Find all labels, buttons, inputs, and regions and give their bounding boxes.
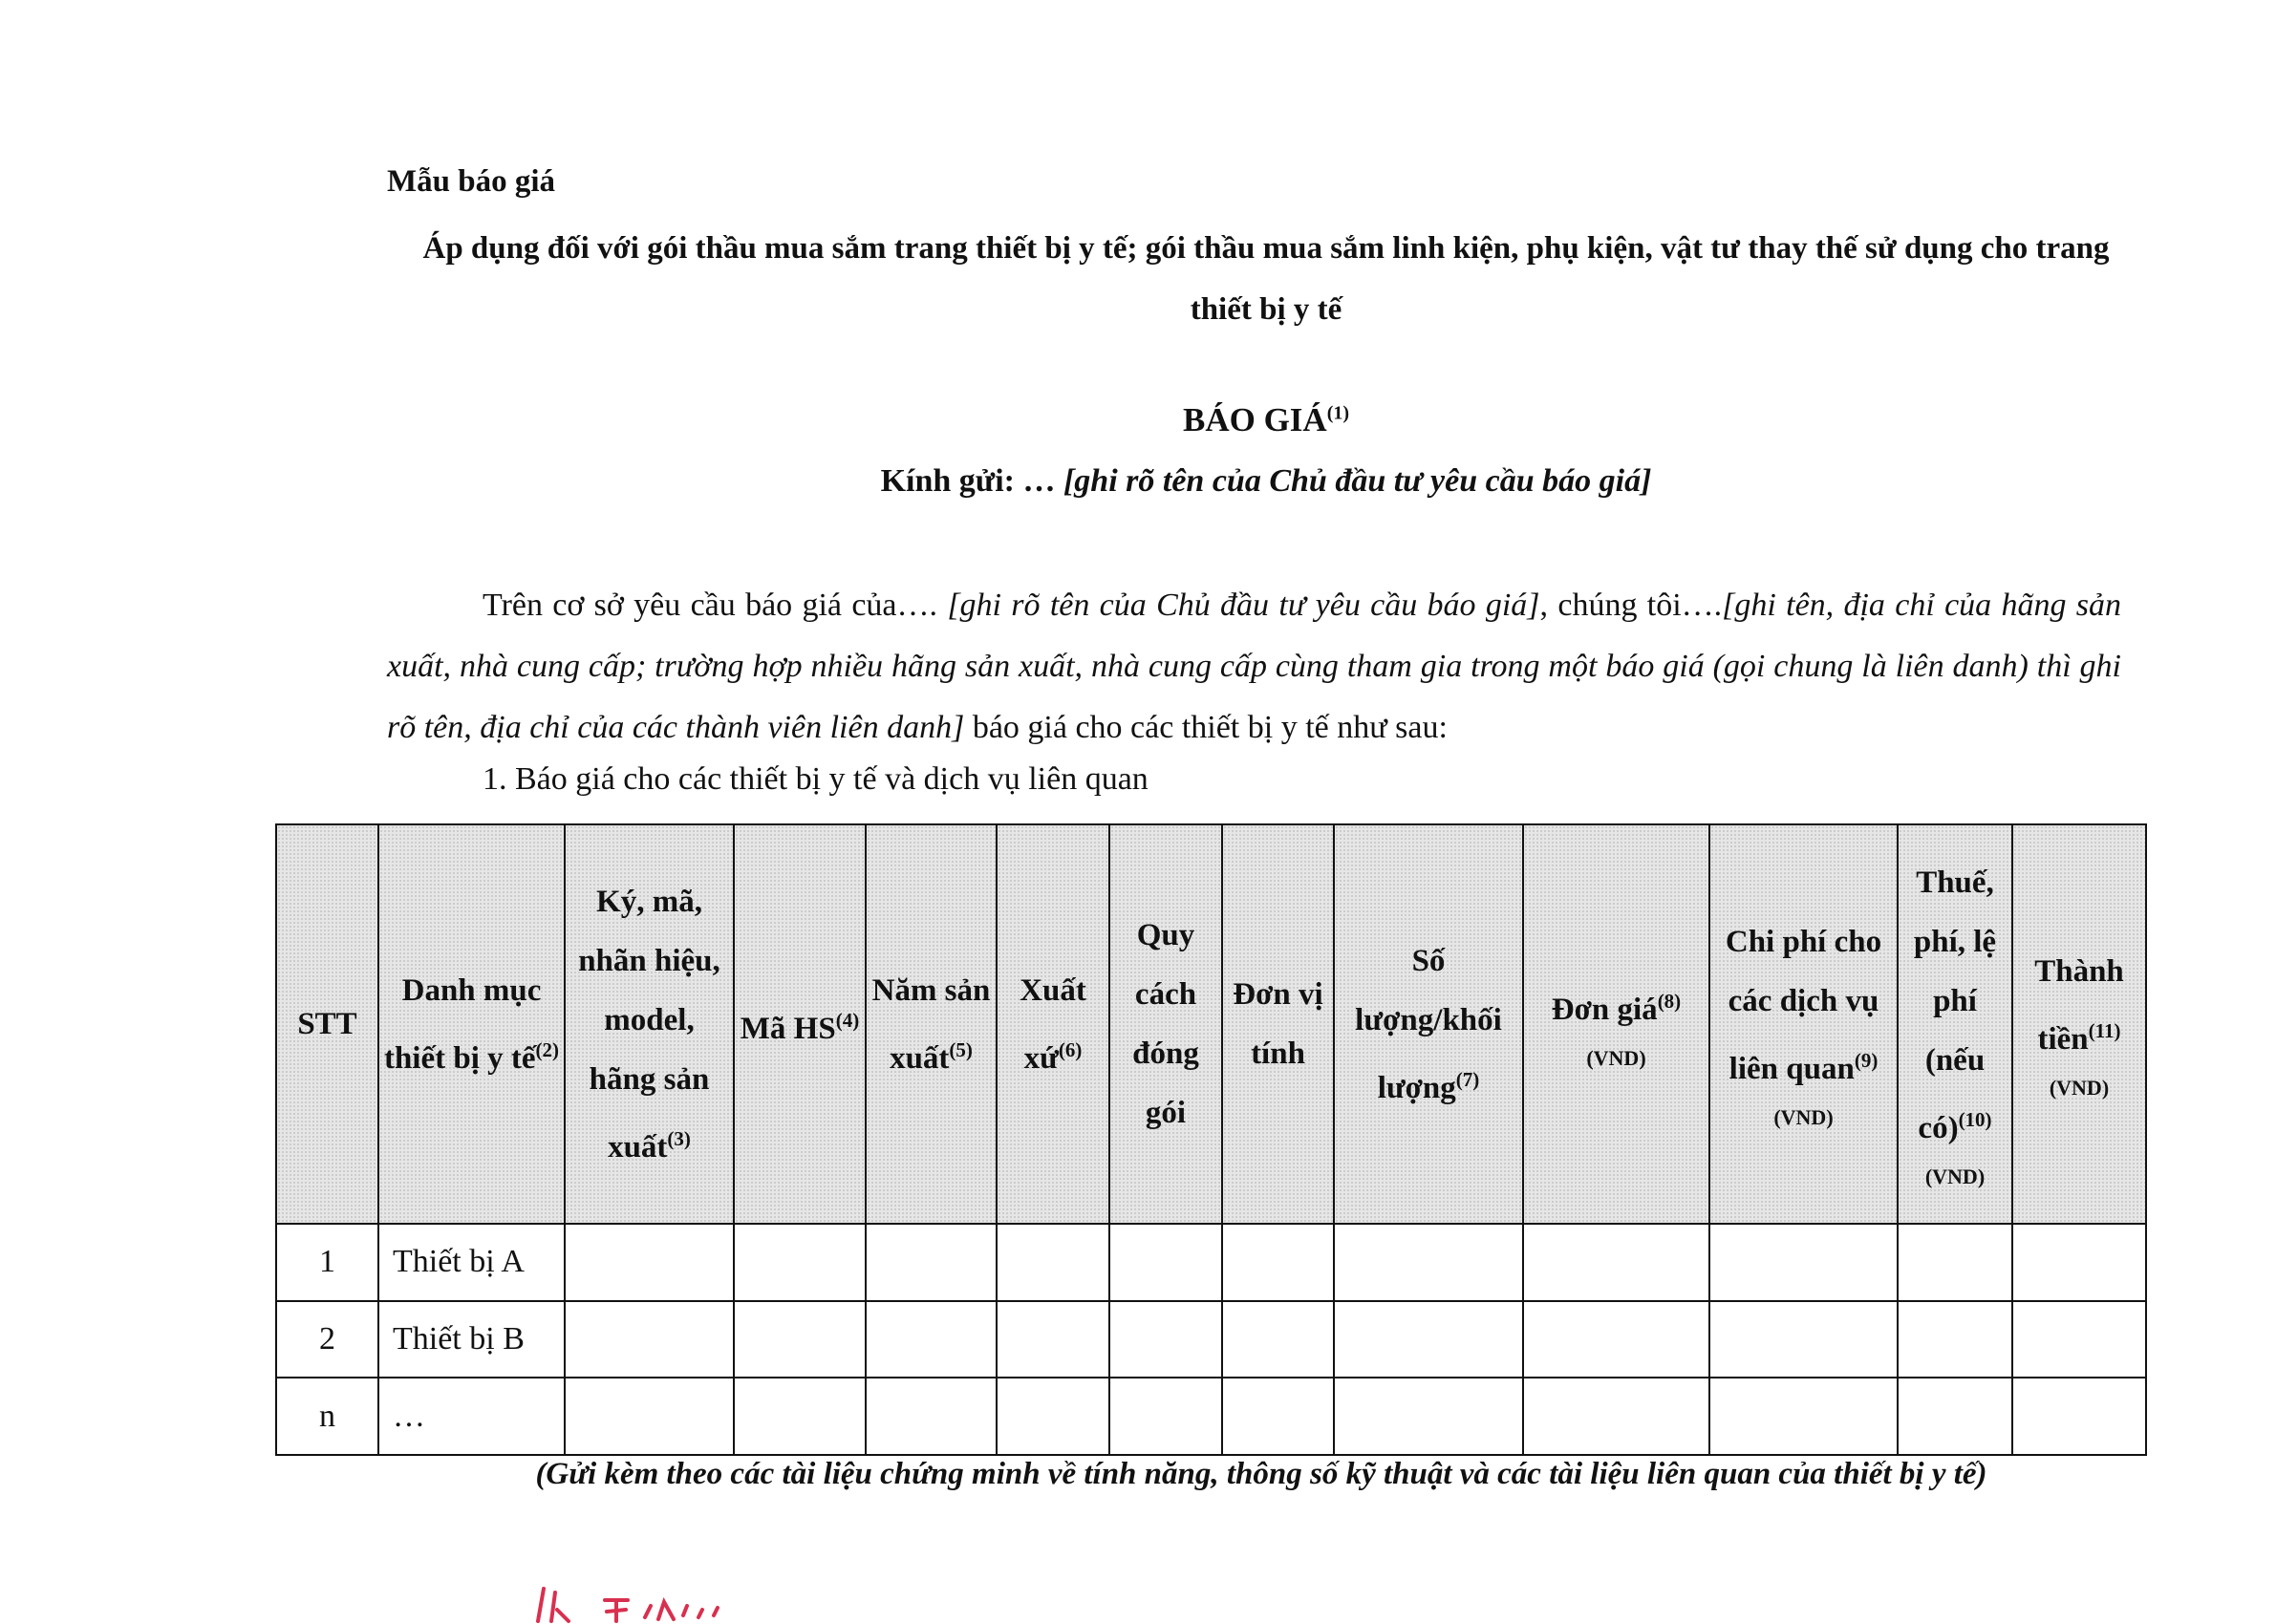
table-row — [276, 1224, 2146, 1301]
cell-stt: n — [276, 1378, 378, 1455]
intro-placeholder-supplier: [ghi tên, địa chỉ của hãng sản xuất, nhà cung cấp; trường hợp nhiều hãng sản xuất, nhà cung cấp cùng tham gia trong một báo giá (gọi chung là liên danh) thì ghi rõ tên, địa chỉ của các thành viên liên danh] — [387, 588, 2122, 745]
cell-empty — [1709, 1378, 1898, 1455]
cell-empty — [1898, 1301, 2012, 1378]
cell-empty — [1709, 1224, 1898, 1301]
cell-empty — [1709, 1301, 1898, 1378]
intro-text-1: Trên cơ sở yêu cầu báo giá của…. — [483, 588, 948, 623]
header-unit-price: Đơn giá$^{(8)}$ (VND) — [1523, 824, 1709, 1224]
header-tax: Thuế, phí, lệ phí (nếu có)$^{(10)}$ (VND) — [1898, 824, 2012, 1224]
header-origin: Xuất xứ$^{(6)}$ — [997, 824, 1109, 1224]
cell-empty — [2012, 1378, 2146, 1455]
table-row — [276, 1378, 2146, 1455]
cell-empty — [1334, 1301, 1523, 1378]
header-service-cost: Chi phí cho các dịch vụ liên quan$^{(9)}$ (VND) — [1709, 824, 1898, 1224]
attachment-note: (Gửi kèm theo các tài liệu chứng minh về tính năng, thông số kỹ thuật và các tài liệu liên quan của thiết bị y tế) — [535, 1457, 1987, 1491]
cell-item-name: Thiết bị A — [378, 1224, 565, 1301]
cell-empty — [1109, 1378, 1222, 1455]
signature-stamp-fragment — [530, 1581, 817, 1624]
cell-empty — [1334, 1224, 1523, 1301]
header-stt: STT — [276, 824, 378, 1224]
cell-empty — [1109, 1301, 1222, 1378]
recipient-placeholder: [ghi rõ tên của Chủ đầu tư yêu cầu báo giá] — [1055, 463, 1652, 499]
form-label: Mẫu báo giá — [387, 164, 556, 199]
intro-placeholder-investor: [ghi rõ tên của Chủ đầu tư yêu cầu báo giá] — [947, 588, 1540, 623]
cell-stt: 1 — [276, 1224, 378, 1301]
header-unit: Đơn vị tính — [1222, 824, 1334, 1224]
cell-empty — [565, 1224, 734, 1301]
quotation-table — [275, 823, 2147, 1456]
recipient-line — [0, 463, 2276, 500]
intro-paragraph — [387, 575, 2121, 759]
section-heading: 1. Báo giá cho các thiết bị y tế và dịch vụ liên quan — [483, 761, 1149, 797]
header-total: Thành tiền$^{(11)}$ (VND) — [2012, 824, 2146, 1224]
cell-stt: 2 — [276, 1301, 378, 1378]
header-category: Danh mục thiết bị y tế$^{(2)}$ — [378, 824, 565, 1224]
title-footnote-ref: (1) — [1326, 402, 1350, 424]
recipient-label: Kính gửi: … — [880, 463, 1056, 499]
cell-empty — [1898, 1378, 2012, 1455]
cell-empty — [1898, 1224, 2012, 1301]
table-header-row — [276, 824, 2146, 1224]
cell-empty — [997, 1224, 1109, 1301]
cell-empty — [565, 1378, 734, 1455]
header-year: Năm sản xuất$^{(5)}$ — [866, 824, 997, 1224]
cell-empty — [1222, 1224, 1334, 1301]
header-hs-code: Mã HS$^{(4)}$ — [734, 824, 866, 1224]
cell-empty — [1334, 1378, 1523, 1455]
cell-empty — [2012, 1301, 2146, 1378]
cell-empty — [1523, 1378, 1709, 1455]
cell-empty — [2012, 1224, 2146, 1301]
cell-empty — [734, 1378, 866, 1455]
cell-empty — [1109, 1224, 1222, 1301]
table-row — [276, 1301, 2146, 1378]
document-subtitle: Áp dụng đối với gói thầu mua sắm trang thiết bị y tế; gói thầu mua sắm linh kiện, phụ kiện, vật tư thay thế sử dụng cho trang thiết bị y tế — [422, 231, 2110, 327]
cell-empty — [997, 1301, 1109, 1378]
header-brand: Ký, mã, nhãn hiệu, model, hãng sản xuất$^{(3)}$ — [565, 824, 734, 1224]
title-text: BÁO GIÁ — [1182, 401, 1327, 438]
cell-empty — [997, 1378, 1109, 1455]
cell-empty — [565, 1301, 734, 1378]
cell-empty — [866, 1224, 997, 1301]
cell-empty — [734, 1301, 866, 1378]
cell-item-name: … — [378, 1378, 565, 1455]
cell-item-name: Thiết bị B — [378, 1301, 565, 1378]
cell-empty — [866, 1301, 997, 1378]
document-title — [0, 401, 2276, 439]
intro-text-2: , chúng tôi…. — [1539, 588, 1723, 623]
stamp-strokes — [538, 1589, 718, 1621]
header-packing: Quy cách đóng gói — [1109, 824, 1222, 1224]
cell-empty — [1523, 1301, 1709, 1378]
cell-empty — [1222, 1301, 1334, 1378]
cell-empty — [1523, 1224, 1709, 1301]
header-quantity: Số lượng/khối lượng$^{(7)}$ — [1334, 824, 1523, 1224]
cell-empty — [734, 1224, 866, 1301]
cell-empty — [866, 1378, 997, 1455]
intro-text-3: báo giá cho các thiết bị y tế như sau: — [964, 710, 1448, 745]
cell-empty — [1222, 1378, 1334, 1455]
